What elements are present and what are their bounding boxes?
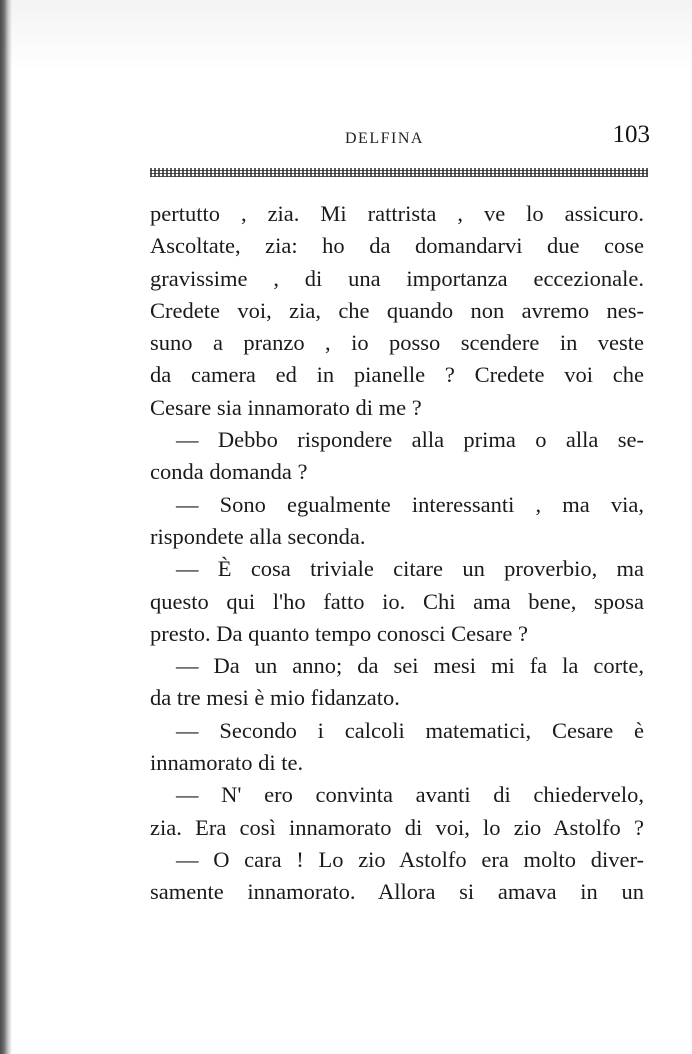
text-line: — Secondo i calcoli matematici, Cesare è xyxy=(176,717,644,743)
text-line: — Debbo rispondere alla prima o alla se- xyxy=(176,427,644,453)
text-line: da camera ed in pianelle ? Credete voi che xyxy=(150,362,644,388)
text-line: — Da un anno; da sei mesi mi fa la corte, xyxy=(176,653,644,679)
decorative-rule xyxy=(150,168,648,177)
page-number: 103 xyxy=(612,121,650,148)
text-line: questo qui l'ho fatto io. Chi ama bene, sposa xyxy=(150,588,644,614)
text-line: pertutto , zia. Mi rattrista , ve lo assicuro. xyxy=(150,201,644,226)
body-text xyxy=(150,198,644,909)
text-line: suno a pranzo , io posso scendere in veste xyxy=(150,330,644,356)
text-line: conda domanda ? xyxy=(150,459,308,485)
text-line: Ascoltate, zia: ho da domandarvi due cose xyxy=(150,233,644,259)
text-line: presto. Da quanto tempo conosci Cesare ? xyxy=(150,620,529,646)
text-line: — Sono egualmente interessanti , ma via, xyxy=(176,491,644,517)
running-title: DELFINA xyxy=(345,130,424,147)
text-line: innamorato di te. xyxy=(150,750,304,776)
text-line: Cesare sia innamorato di me ? xyxy=(150,394,422,420)
text-line: — N' ero convinta avanti di chiedervelo, xyxy=(176,782,644,808)
text-line: — È cosa triviale citare un proverbio, ma xyxy=(176,556,644,582)
text-line: gravissime , di una importanza eccezionale. xyxy=(150,265,644,291)
text-line: samente innamorato. Allora si amava in un xyxy=(150,879,644,905)
text-line: zia. Era così innamorato di voi, lo zio Astolfo ? xyxy=(150,814,644,840)
text-line: rispondete alla seconda. xyxy=(150,523,366,549)
text-line: da tre mesi è mio fidanzato. xyxy=(150,685,400,711)
page-header xyxy=(150,118,658,158)
text-line: Credete voi, zia, che quando non avremo nes- xyxy=(150,297,644,323)
book-binding-edge xyxy=(0,0,12,1054)
text-line: — O cara ! Lo zio Astolfo era molto diver- xyxy=(176,846,644,872)
